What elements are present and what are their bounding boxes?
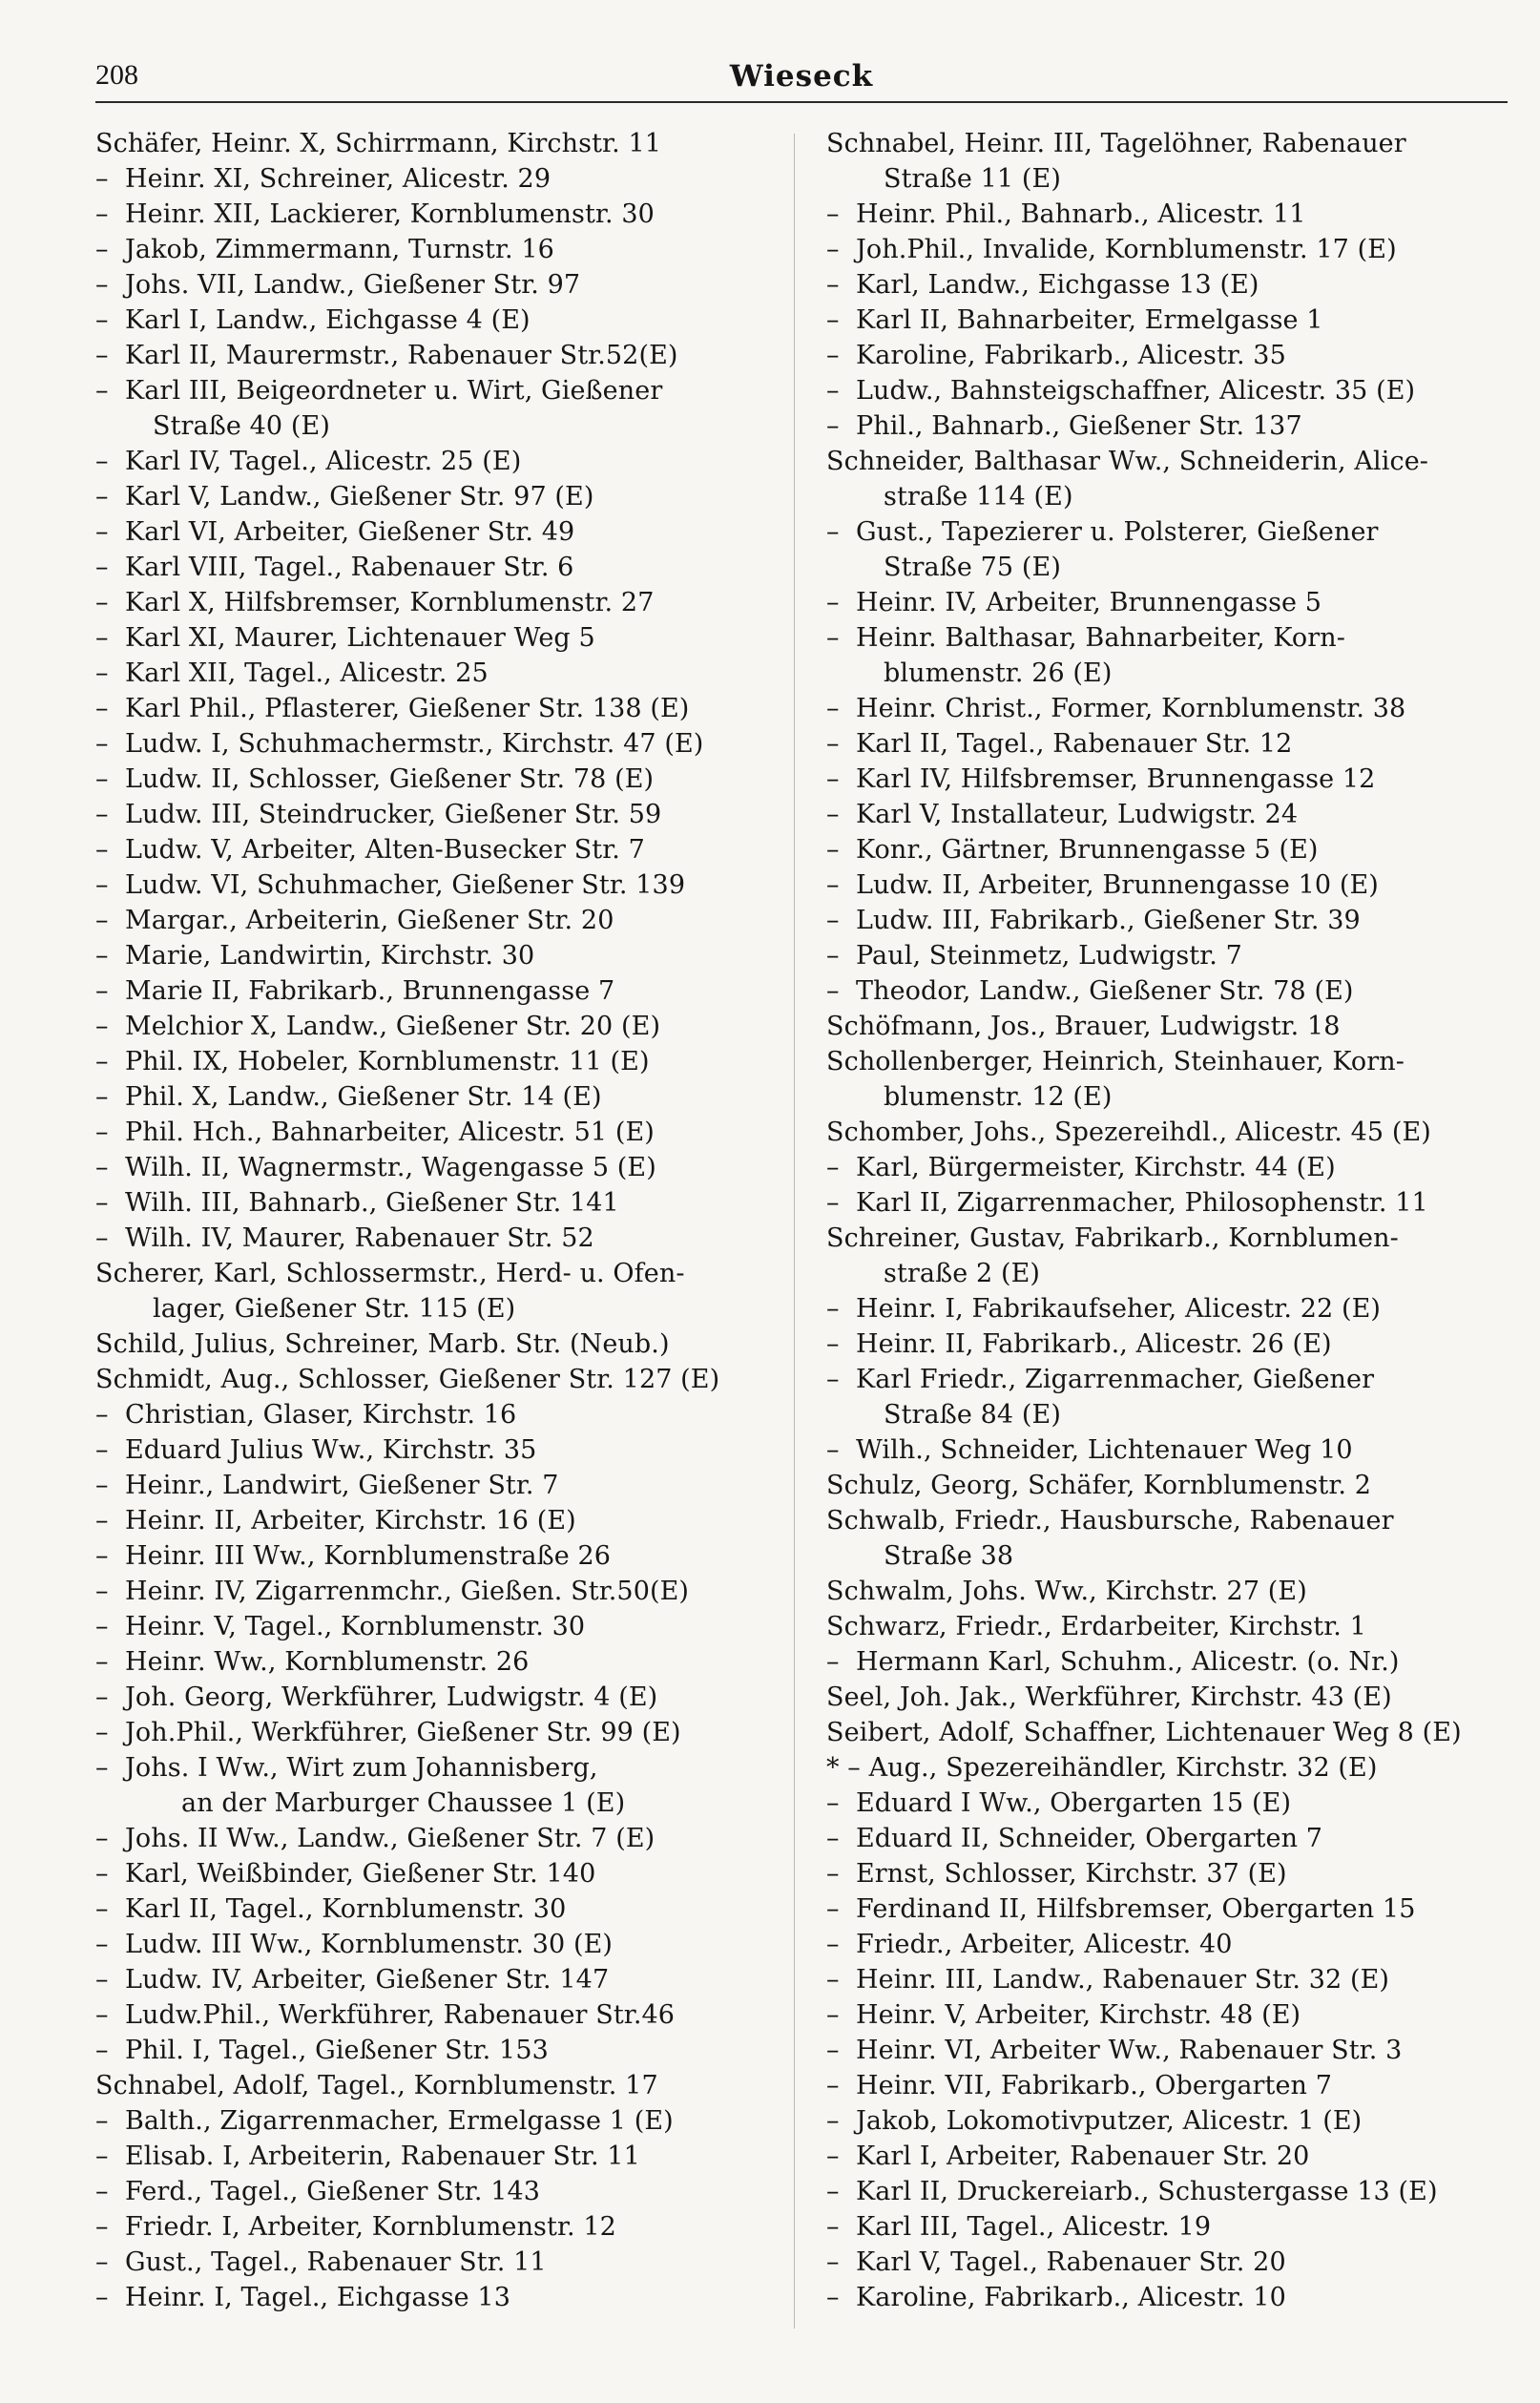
directory-subentry: – Karl I, Landw., Eichgasse 4 (E) [95,303,782,338]
directory-subentry: – Karl V, Landw., Gießener Str. 97 (E) [95,479,782,514]
directory-subentry: – Karl IV, Tagel., Alicestr. 25 (E) [95,444,782,479]
directory-subentry: – Johs. II Ww., Landw., Gießener Str. 7 (E) [95,1821,782,1856]
directory-entry: Schulz, Georg, Schäfer, Kornblumenstr. 2 [826,1471,1372,1500]
directory-subentry: – Paul, Steinmetz, Ludwigstr. 7 [826,938,1513,973]
directory-entry: Schmidt, Aug., Schlosser, Gießener Str. 127 (E) [95,1365,720,1394]
directory-subentry: – Jakob, Lokomotivputzer, Alicestr. 1 (E) [826,2103,1513,2139]
directory-entry-continuation: blumenstr. 26 (E) [884,658,1113,688]
directory-subentry: – Eduard Julius Ww., Kirchstr. 35 [95,1432,782,1468]
directory-subentry: – Heinr. Ww., Kornblumenstr. 26 [95,1644,782,1680]
directory-subentry: – Karl X, Hilfsbremser, Kornblumenstr. 27 [95,585,782,620]
directory-subentry: – Friedr. I, Arbeiter, Kornblumenstr. 12 [95,2209,782,2245]
directory-subentry: – Eduard II, Schneider, Obergarten 7 [826,1821,1513,1856]
directory-subentry: – Ludw. V, Arbeiter, Alten-Busecker Str. 7 [95,832,782,867]
directory-subentry: – Ferdinand II, Hilfsbremser, Obergarten 15 [826,1891,1513,1927]
page-header [95,59,1508,107]
page-number: 208 [95,59,138,91]
directory-entry: Schild, Julius, Schreiner, Marb. Str. (Neub.) [95,1329,670,1359]
directory-subentry: – Heinr., Landwirt, Gießener Str. 7 [95,1468,782,1503]
directory-subentry: – Friedr., Arbeiter, Alicestr. 40 [826,1927,1513,1962]
directory-subentry: – Karl Friedr., Zigarrenmacher, Gießener [826,1362,1513,1397]
directory-subentry: – Ludw. I, Schuhmachermstr., Kirchstr. 47 (E) [95,726,782,762]
directory-entry: Seel, Joh. Jak., Werkführer, Kirchstr. 43 (E) [826,1682,1392,1712]
directory-subentry: – Ludw. IV, Arbeiter, Gießener Str. 147 [95,1962,782,1997]
directory-entry: Schwalm, Johs. Ww., Kirchstr. 27 (E) [826,1577,1307,1606]
directory-subentry: – Gust., Tagel., Rabenauer Str. 11 [95,2245,782,2280]
directory-entry: Scherer, Karl, Schlossermstr., Herd- u. Ofen- [95,1259,685,1288]
directory-subentry: – Heinr. Christ., Former, Kornblumenstr. 38 [826,691,1513,726]
directory-subentry: – Heinr. VII, Fabrikarb., Obergarten 7 [826,2068,1513,2103]
directory-entry-continuation: Straße 84 (E) [884,1400,1061,1430]
directory-subentry: – Karl I, Arbeiter, Rabenauer Str. 20 [826,2139,1513,2174]
directory-subentry: – Heinr. IV, Arbeiter, Brunnengasse 5 [826,585,1513,620]
directory-subentry: – Heinr. I, Fabrikaufseher, Alicestr. 22 (E) [826,1291,1513,1327]
directory-subentry: – Ludw. III, Steindrucker, Gießener Str. 59 [95,797,782,832]
directory-subentry: – Christian, Glaser, Kirchstr. 16 [95,1397,782,1432]
directory-subentry: – Karl III, Beigeordneter u. Wirt, Gießener [95,373,782,408]
directory-subentry: – Karoline, Fabrikarb., Alicestr. 10 [826,2280,1513,2315]
directory-subentry: – Karl XI, Maurer, Lichtenauer Weg 5 [95,620,782,656]
directory-subentry: – Ludw. VI, Schuhmacher, Gießener Str. 139 [95,867,782,903]
directory-subentry: – Karl V, Tagel., Rabenauer Str. 20 [826,2245,1513,2280]
directory-subentry: – Heinr. II, Fabrikarb., Alicestr. 26 (E) [826,1327,1513,1362]
directory-entry: Schöfmann, Jos., Brauer, Ludwigstr. 18 [826,1012,1341,1041]
directory-entry-continuation: an der Marburger Chaussee 1 (E) [181,1788,626,1818]
directory-subentry: – Heinr. Phil., Bahnarb., Alicestr. 11 [826,197,1513,232]
directory-entry: Schollenberger, Heinrich, Steinhauer, Korn- [826,1047,1405,1076]
directory-subentry: – Gust., Tapezierer u. Polsterer, Gießener [826,514,1513,550]
directory-subentry: – Johs. I Ww., Wirt zum Johannisberg, [95,1750,782,1786]
directory-subentry: – Heinr. I, Tagel., Eichgasse 13 [95,2280,782,2315]
directory-subentry: – Marie, Landwirtin, Kirchstr. 30 [95,938,782,973]
directory-subentry: – Phil. Hch., Bahnarbeiter, Alicestr. 51 (E) [95,1115,782,1150]
directory-subentry: – Heinr. VI, Arbeiter Ww., Rabenauer Str. 3 [826,2033,1513,2068]
directory-entry: Schäfer, Heinr. X, Schirrmann, Kirchstr. 11 [95,129,662,158]
directory-subentry: – Karl V, Installateur, Ludwigstr. 24 [826,797,1513,832]
directory-entry: Schomber, Johs., Spezereihdl., Alicestr. 45 (E) [826,1118,1431,1147]
directory-subentry: – Theodor, Landw., Gießener Str. 78 (E) [826,973,1513,1009]
directory-subentry: – Karl, Weißbinder, Gießener Str. 140 [95,1856,782,1891]
directory-entry: Schnabel, Adolf, Tagel., Kornblumenstr. 17 [95,2071,658,2100]
directory-entry: Schwalb, Friedr., Hausbursche, Rabenauer [826,1506,1394,1536]
directory-subentry: – Karl, Landw., Eichgasse 13 (E) [826,267,1513,303]
directory-subentry: – Heinr. V, Arbeiter, Kirchstr. 48 (E) [826,1997,1513,2033]
directory-subentry: – Johs. VII, Landw., Gießener Str. 97 [95,267,782,303]
directory-subentry: – Karl VI, Arbeiter, Gießener Str. 49 [95,514,782,550]
directory-subentry: – Balth., Zigarrenmacher, Ermelgasse 1 (E) [95,2103,782,2139]
right-column [826,126,1513,2315]
directory-entry: Schwarz, Friedr., Erdarbeiter, Kirchstr. 1 [826,1612,1366,1641]
directory-subentry: – Jakob, Zimmermann, Turnstr. 16 [95,232,782,267]
directory-subentry: – Heinr. III Ww., Kornblumenstraße 26 [95,1538,782,1574]
directory-subentry: – Joh.Phil., Invalide, Kornblumenstr. 17 (E) [826,232,1513,267]
directory-subentry: – Ludw. II, Schlosser, Gießener Str. 78 (E) [95,762,782,797]
directory-subentry: – Heinr. Balthasar, Bahnarbeiter, Korn- [826,620,1513,656]
directory-subentry: – Joh. Georg, Werkführer, Ludwigstr. 4 (E) [95,1680,782,1715]
directory-subentry: – Ernst, Schlosser, Kirchstr. 37 (E) [826,1856,1513,1891]
directory-subentry: – Elisab. I, Arbeiterin, Rabenauer Str. 11 [95,2139,782,2174]
directory-subentry: – Hermann Karl, Schuhm., Alicestr. (o. Nr.) [826,1644,1513,1680]
directory-subentry: – Heinr. III, Landw., Rabenauer Str. 32 (E) [826,1962,1513,1997]
column-divider [794,134,795,2329]
directory-entry-continuation: Straße 38 [884,1541,1014,1571]
directory-entry: Schneider, Balthasar Ww., Schneiderin, Alice- [826,447,1428,476]
directory-subentry: – Phil. IX, Hobeler, Kornblumenstr. 11 (E) [95,1044,782,1079]
directory-entry-continuation: straße 114 (E) [884,482,1073,512]
directory-subentry: – Ludw. III Ww., Kornblumenstr. 30 (E) [95,1927,782,1962]
directory-entry-continuation: Straße 11 (E) [884,164,1061,194]
directory-subentry: – Joh.Phil., Werkführer, Gießener Str. 99 (E) [95,1715,782,1750]
directory-subentry: – Wilh. IV, Maurer, Rabenauer Str. 52 [95,1221,782,1256]
directory-subentry: – Phil. X, Landw., Gießener Str. 14 (E) [95,1079,782,1115]
directory-subentry: – Heinr. XII, Lackierer, Kornblumenstr. 30 [95,197,782,232]
directory-subentry: – Phil. I, Tagel., Gießener Str. 153 [95,2033,782,2068]
directory-subentry: – Karl II, Tagel., Rabenauer Str. 12 [826,726,1513,762]
left-column [95,126,782,2315]
directory-subentry: – Heinr. II, Arbeiter, Kirchstr. 16 (E) [95,1503,782,1538]
directory-subentry: – Karl II, Bahnarbeiter, Ermelgasse 1 [826,303,1513,338]
directory-subentry: – Karl III, Tagel., Alicestr. 19 [826,2209,1513,2245]
directory-subentry: – Wilh. III, Bahnarb., Gießener Str. 141 [95,1185,782,1221]
directory-subentry: – Konr., Gärtner, Brunnengasse 5 (E) [826,832,1513,867]
directory-subentry: – Heinr. XI, Schreiner, Alicestr. 29 [95,161,782,197]
directory-subentry: – Ludw.Phil., Werkführer, Rabenauer Str.46 [95,1997,782,2033]
directory-entry: Schreiner, Gustav, Fabrikarb., Kornblumen- [826,1223,1399,1253]
directory-subentry: – Marie II, Fabrikarb., Brunnengasse 7 [95,973,782,1009]
directory-subentry: – Wilh., Schneider, Lichtenauer Weg 10 [826,1432,1513,1468]
directory-entry: * – Aug., Spezereihändler, Kirchstr. 32 (E) [826,1753,1378,1783]
directory-subentry: – Karl IV, Hilfsbremser, Brunnengasse 12 [826,762,1513,797]
directory-subentry: – Heinr. IV, Zigarrenmchr., Gießen. Str.50(E) [95,1574,782,1609]
directory-subentry: – Karl, Bürgermeister, Kirchstr. 44 (E) [826,1150,1513,1185]
directory-subentry: – Ferd., Tagel., Gießener Str. 143 [95,2174,782,2209]
directory-entry-continuation: Straße 75 (E) [884,553,1061,582]
directory-subentry: – Margar., Arbeiterin, Gießener Str. 20 [95,903,782,938]
directory-subentry: – Wilh. II, Wagnermstr., Wagengasse 5 (E) [95,1150,782,1185]
directory-subentry: – Karl VIII, Tagel., Rabenauer Str. 6 [95,550,782,585]
header-rule [95,101,1508,103]
directory-subentry: – Karl XII, Tagel., Alicestr. 25 [95,656,782,691]
directory-subentry: – Ludw., Bahnsteigschaffner, Alicestr. 35 (E) [826,373,1513,408]
directory-subentry: – Karl Phil., Pflasterer, Gießener Str. 138 (E) [95,691,782,726]
directory-subentry: – Melchior X, Landw., Gießener Str. 20 (E) [95,1009,782,1044]
directory-entry-continuation: lager, Gießener Str. 115 (E) [153,1294,516,1324]
directory-subentry: – Karl II, Zigarrenmacher, Philosophenstr. 11 [826,1185,1513,1221]
directory-entry-continuation: straße 2 (E) [884,1259,1041,1288]
directory-subentry: – Ludw. III, Fabrikarb., Gießener Str. 39 [826,903,1513,938]
running-title: Wieseck [729,59,874,94]
directory-subentry: – Phil., Bahnarb., Gießener Str. 137 [826,408,1513,444]
directory-entry-continuation: blumenstr. 12 (E) [884,1082,1113,1112]
directory-subentry: – Eduard I Ww., Obergarten 15 (E) [826,1786,1513,1821]
directory-entry: Schnabel, Heinr. III, Tagelöhner, Rabenauer [826,129,1406,158]
directory-subentry: – Heinr. V, Tagel., Kornblumenstr. 30 [95,1609,782,1644]
directory-subentry: – Karl II, Tagel., Kornblumenstr. 30 [95,1891,782,1927]
directory-subentry: – Ludw. II, Arbeiter, Brunnengasse 10 (E) [826,867,1513,903]
directory-subentry: – Karl II, Maurermstr., Rabenauer Str.52(E) [95,338,782,373]
directory-entry-continuation: Straße 40 (E) [153,411,330,441]
directory-subentry: – Karl II, Druckereiarb., Schustergasse 13 (E) [826,2174,1513,2209]
directory-entry: Seibert, Adolf, Schaffner, Lichtenauer Weg 8 (E) [826,1718,1462,1747]
directory-subentry: – Karoline, Fabrikarb., Alicestr. 35 [826,338,1513,373]
